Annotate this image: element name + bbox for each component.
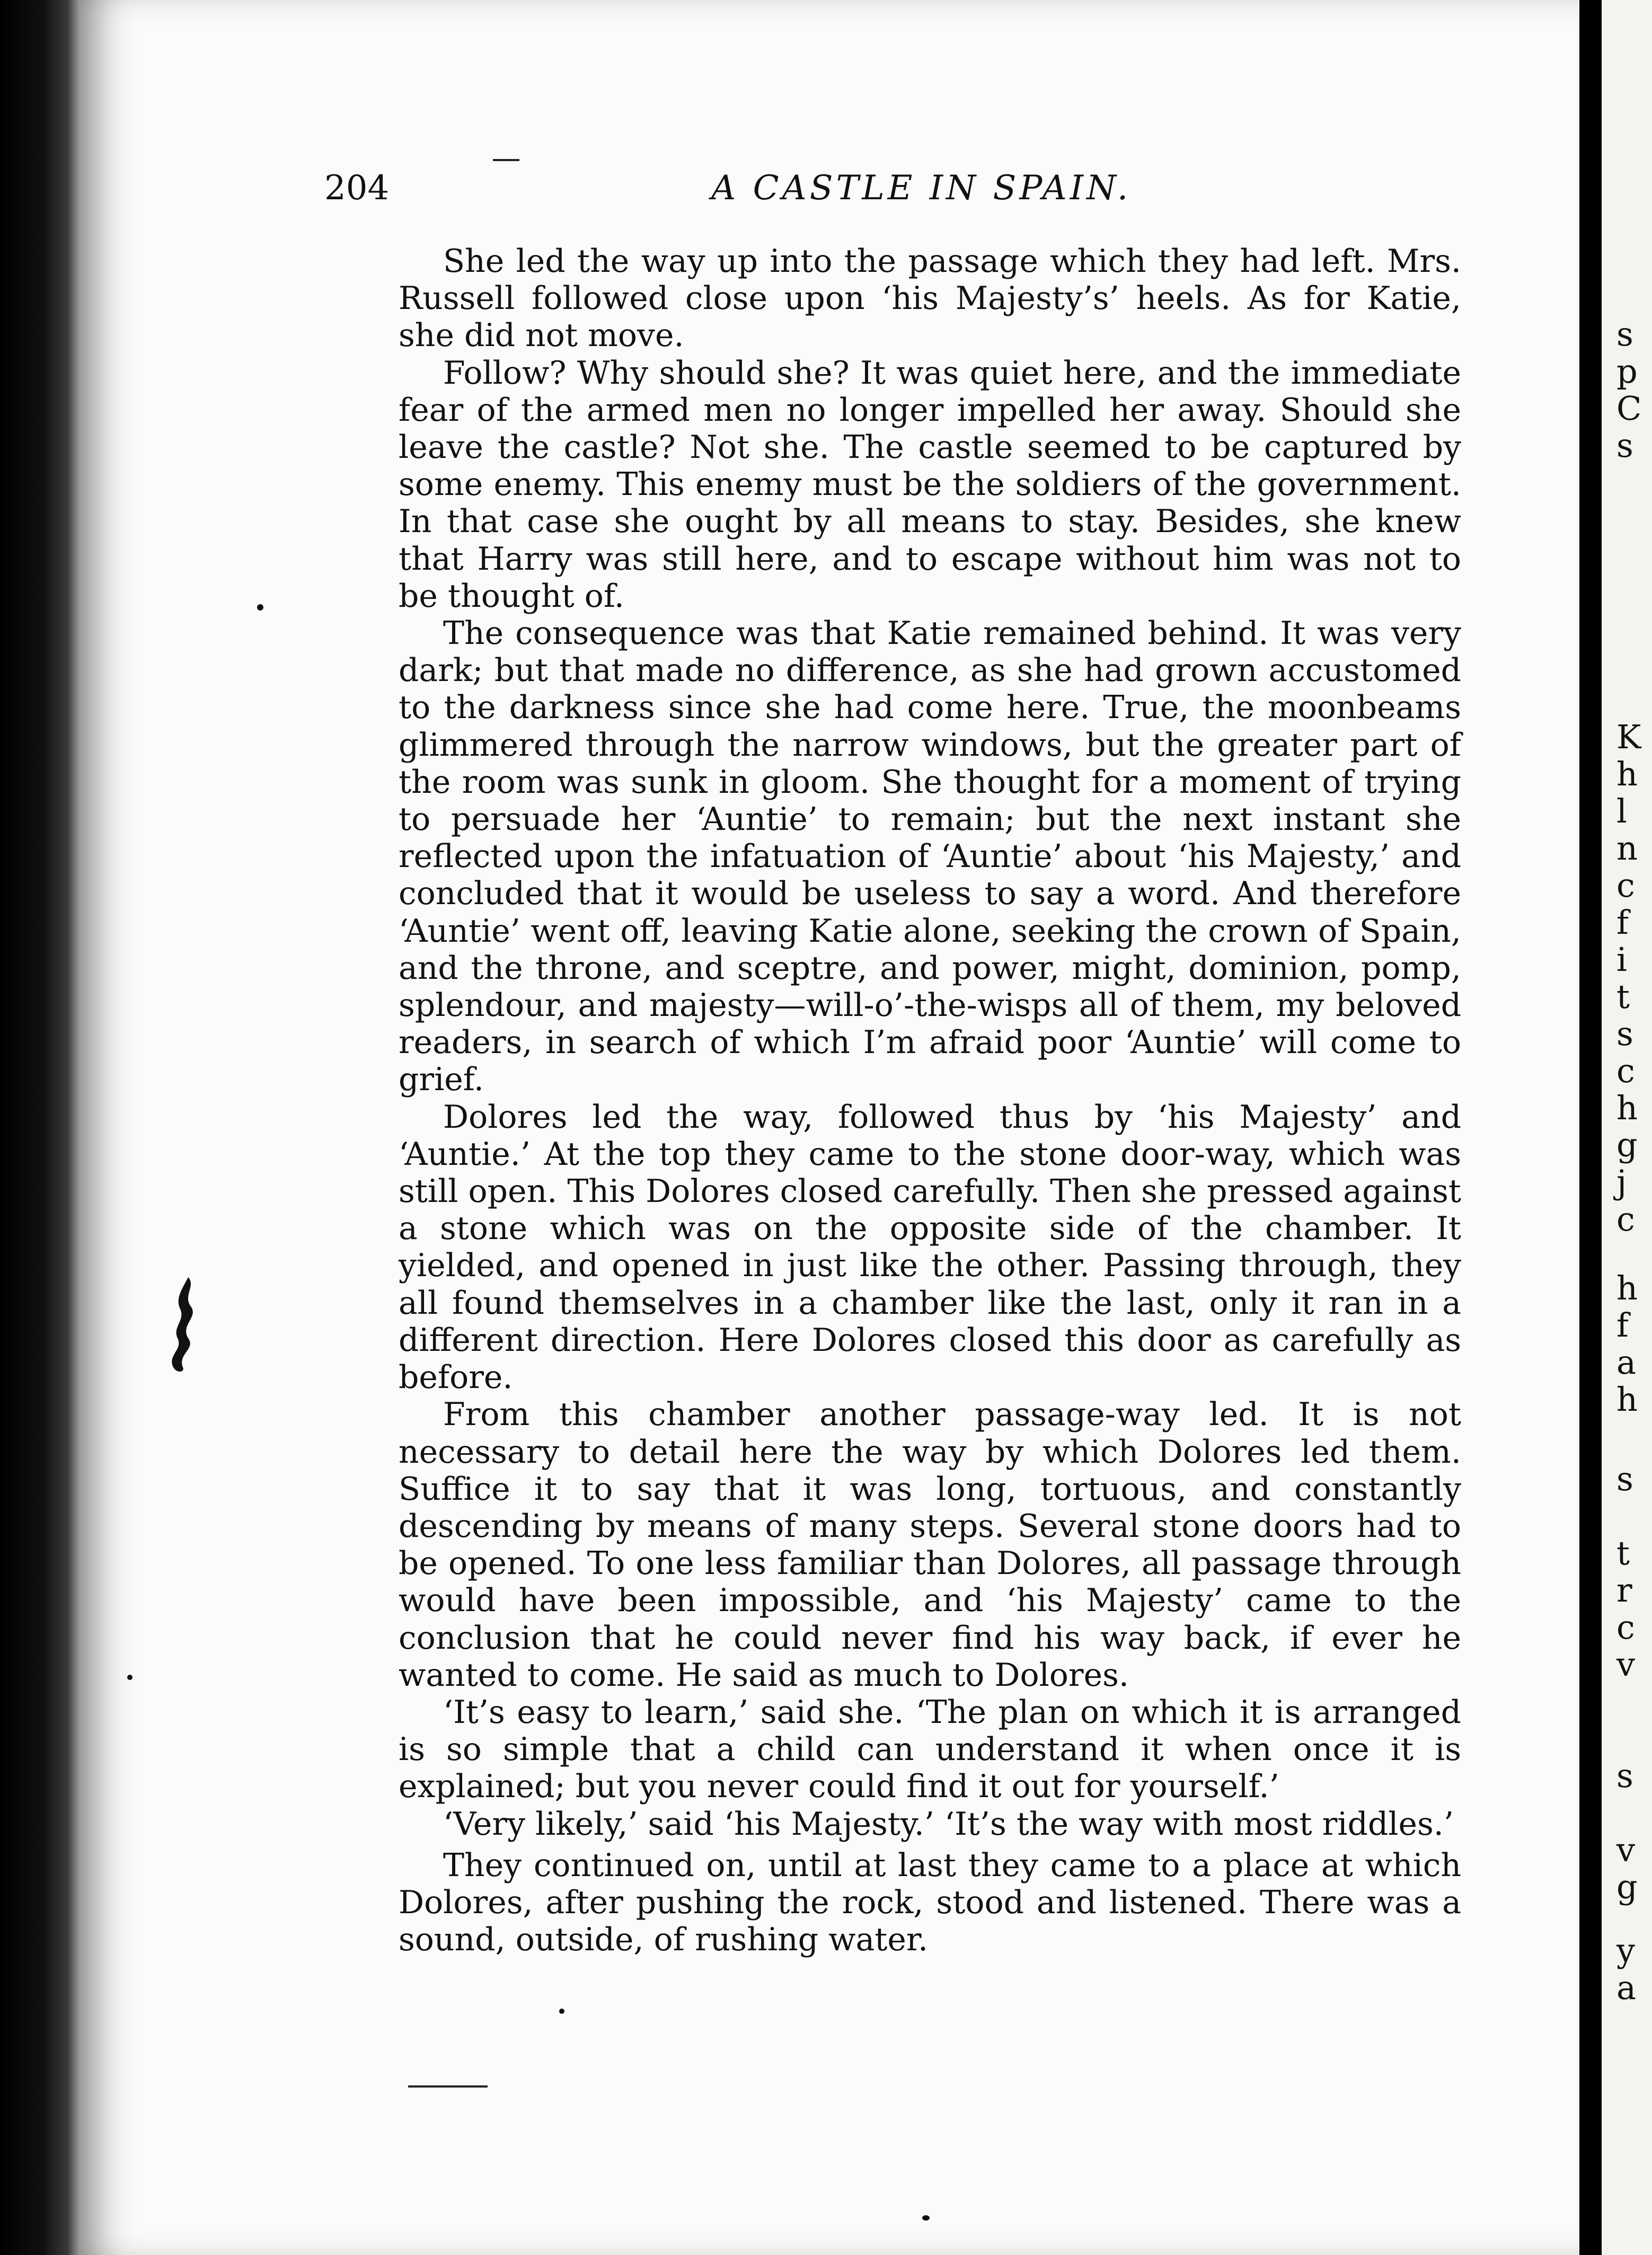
paragraph: Dolores led the way, followed thus by ‘his Majesty’ and ‘Auntie.’ At the top they came to the stone door-way, which was still open. This Dolores closed carefully. Then she pressed against a stone which was on the opposite side of the chamber. It yielded, and opened in just like the other. Passing through, they all found themselves in a chamber like the last, only it ran in a different direction. Here Dolores closed this door as carefully as before. — [399, 1098, 1461, 1396]
paragraph: ‘It’s easy to learn,’ said she. ‘The plan on which it is arranged is so simple that a child can understand it when once it is explained; but you never could find it out for yourself.’ — [399, 1693, 1461, 1806]
next-page-fragment: n — [1616, 829, 1638, 868]
next-page-fragment: t — [1616, 977, 1630, 1016]
next-page-fragment: y — [1616, 1931, 1636, 1970]
next-page-fragment: a — [1616, 1343, 1636, 1382]
next-page-fragment: t — [1616, 1534, 1630, 1572]
scan-dash — [408, 2085, 488, 2088]
next-page-fragment: h — [1616, 1269, 1638, 1307]
scan-speck — [127, 1675, 132, 1680]
next-page-fragment: a — [1616, 1968, 1636, 2007]
next-page-fragment: c — [1616, 866, 1635, 905]
next-page-fragment: v — [1616, 1830, 1636, 1869]
next-page-fragment: h — [1616, 1089, 1638, 1127]
paragraph: They continued on, until at last they came to a place at which Dolores, after pushing the rock, stood and listened. There was a sound, outside, of rushing water. — [399, 1846, 1461, 1959]
page-number: 204 — [324, 169, 390, 208]
next-page-fragment: s — [1616, 1014, 1633, 1053]
next-page-fragment: l — [1616, 792, 1627, 830]
paragraph: From this chamber another passage-way led. It is not necessary to detail here the way by which Dolores led them. Suffice it to say that it was long, tortuous, and constantly descending by means of many steps. Several stone doors had to be opened. To one less familiar than Dolores, all passage through would have been impossible, and ‘his Majesty’ came to the conclusion that he could never find his way back, if ever he wanted to come. He said as much to Dolores. — [399, 1396, 1461, 1694]
next-page-fragment: s — [1616, 1460, 1633, 1498]
paragraph: ‘Very likely,’ said ‘his Majesty.’ ‘It’s the way with most riddles.’ — [443, 1805, 1454, 1843]
next-page-fragment: p — [1616, 352, 1638, 391]
next-page-fragment: i — [1616, 940, 1627, 979]
next-page-edge — [1602, 0, 1652, 2255]
next-page-fragment: s — [1616, 1756, 1633, 1795]
body-text — [399, 243, 1461, 1958]
page-fold — [1579, 0, 1602, 2255]
running-title: A CASTLE IN SPAIN. — [711, 169, 1132, 208]
binding-gutter — [0, 0, 79, 2255]
next-page-fragment: h — [1616, 1380, 1638, 1419]
ink-blot-mark — [167, 1275, 204, 1375]
next-page-fragment: r — [1616, 1571, 1632, 1610]
next-page-fragment: f — [1616, 903, 1629, 942]
next-page-fragment: c — [1616, 1608, 1635, 1647]
page-header — [324, 169, 1485, 216]
next-page-fragment: j — [1616, 1163, 1627, 1201]
next-page-fragment: s — [1616, 426, 1633, 465]
paragraph: She led the way up into the passage which they had left. Mrs. Russell followed close upon ‘his Majesty’s’ heels. As for Katie, she did not move. — [399, 243, 1461, 355]
scan-speck — [922, 2215, 930, 2221]
paragraph: Follow? Why should she? It was quiet here, and the immediate fear of the armed men no longer impelled her away. Should she leave the castle? Not she. The castle seemed to be captured by some enemy. This enemy must be the soldiers of the government. In that case she ought by all means to stay. Besides, she knew that Harry was still here, and to escape without him was not to be thought of. — [399, 354, 1461, 615]
next-page-fragment: h — [1616, 755, 1638, 793]
next-page-fragment: c — [1616, 1051, 1635, 1090]
next-page-fragment: s — [1616, 315, 1633, 353]
next-page-fragment: K — [1616, 718, 1641, 756]
next-page-fragment: g — [1616, 1868, 1638, 1906]
scan-dash — [493, 159, 519, 161]
scan-speck — [559, 2009, 564, 2014]
paragraph: The consequence was that Katie remained behind. It was very dark; but that made no difference, as she had grown accustomed to the darkness since she had come here. True, the moonbeams glimmered through the narrow windows, but the greater part of the room was sunk in gloom. She thought for a moment of trying to persuade her ‘Auntie’ to remain; but the next instant she reflected upon the infatuation of ‘Auntie’ about ‘his Majesty,’ and concluded that it would be useless to say a word. And therefore ‘Auntie’ went off, leaving Katie alone, seeking the crown of Spain, and the throne, and sceptre, and power, might, dominion, pomp, splendour, and majesty—will-o’-the-wisps all of them, my beloved readers, in search of which I’m afraid poor ‘Auntie’ will come to grief. — [399, 615, 1461, 1099]
next-page-fragment: g — [1616, 1126, 1638, 1164]
next-page-fragment: C — [1616, 389, 1642, 428]
next-page-fragment: c — [1616, 1200, 1635, 1239]
next-page-fragment: f — [1616, 1306, 1629, 1345]
scan-speck — [257, 604, 263, 611]
next-page-fragment: v — [1616, 1645, 1636, 1684]
